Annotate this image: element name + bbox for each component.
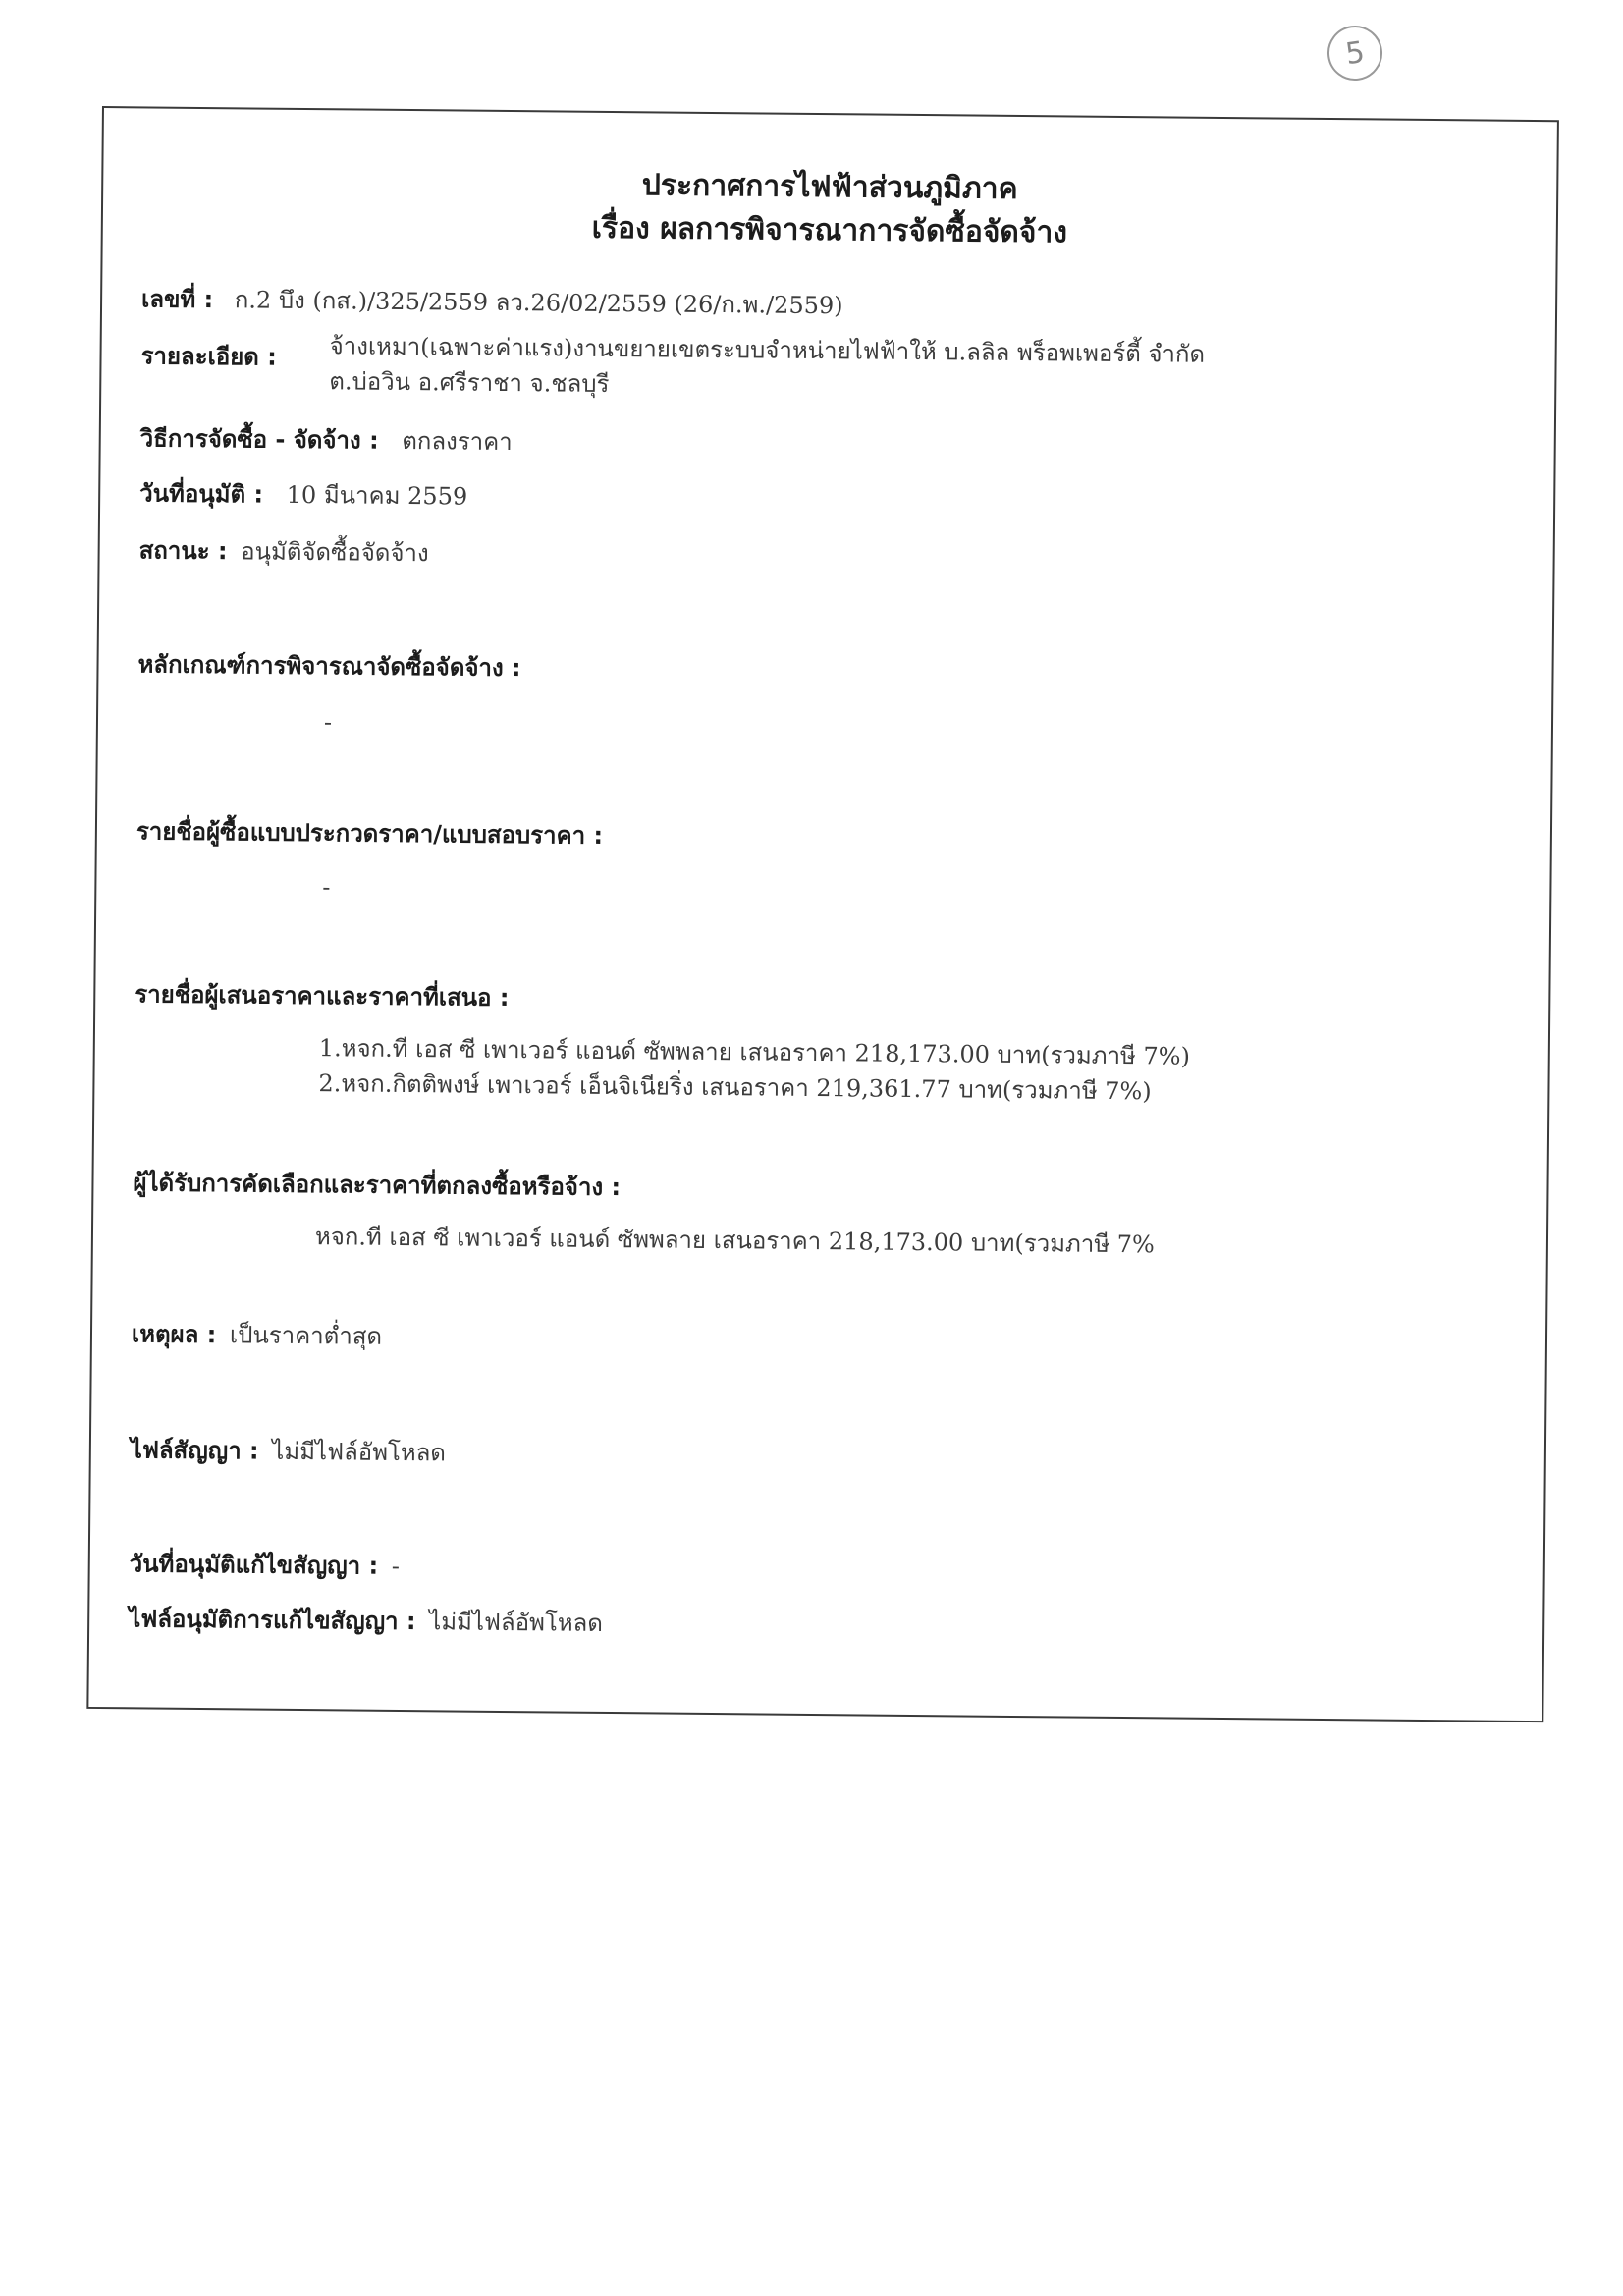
contract-file-row: [131, 1434, 446, 1468]
number-label: เลขที่ :: [140, 285, 214, 314]
detail-label: รายละเอียด :: [140, 342, 277, 371]
number-row: [141, 283, 843, 321]
contract-file-label: ไฟล์สัญญา :: [130, 1436, 259, 1465]
bidder-item-2: 2.หจก.กิตติพงษ์ เพาเวอร์ เอ็นจิเนียริ่ง เสนอราคา 219,361.77 บาท(รวมภาษี 7%): [318, 1069, 1152, 1106]
method-row: [140, 422, 513, 458]
amend-date-value: -: [391, 1552, 401, 1580]
detail-line-1: จ้างเหมา(เฉพาะค่าแรง)งานขยายเขตระบบจำหน่ายไฟฟ้าให้ บ.ลลิล พร็อพเพอร์ตี้ จำกัด: [329, 332, 1206, 368]
detail-label-row: [140, 340, 277, 372]
criteria-row: [137, 648, 520, 683]
buyers-row: [136, 815, 603, 851]
approval-date-label: วันที่อนุมัติ :: [139, 479, 264, 509]
method-value: ตกลงราคา: [402, 426, 513, 457]
reason-label: เหตุผล :: [131, 1320, 217, 1349]
selected-label: ผู้ได้รับการคัดเลือกและราคาที่ตกลงซื้อหรือจ้าง :: [133, 1169, 622, 1202]
selected-row: [133, 1167, 621, 1203]
status-value: อนุมัติจัดซื้อจัดจ้าง: [241, 537, 429, 568]
amend-file-row: [129, 1603, 603, 1639]
status-row: [139, 534, 429, 569]
approval-date-row: [139, 477, 467, 512]
title-line-1: ประกาศการไฟฟ้าส่วนภูมิภาค: [641, 168, 1018, 206]
amend-date-row: [130, 1548, 400, 1582]
bidder-item-1: 1.หจก.ที เอส ซี เพาเวอร์ แอนด์ ซัพพลาย เสนอราคา 218,173.00 บาท(รวมภาษี 7%): [318, 1034, 1191, 1070]
amend-date-label: วันที่อนุมัติแก้ไขสัญญา :: [129, 1550, 379, 1580]
method-label: วิธีการจัดซื้อ - จัดจ้าง :: [139, 424, 379, 455]
selected-value: หจก.ที เอส ซี เพาเวอร์ แอนด์ ซัพพลาย เสนอราคา 218,173.00 บาท(รวมภาษี 7%: [314, 1223, 1155, 1259]
criteria-label: หลักเกณฑ์การพิจารณาจัดซื้อจัดจ้าง :: [137, 650, 521, 683]
page-number: 5: [1343, 34, 1367, 72]
number-value: ก.2 บึง (กส.)/325/2559 ลว.26/02/2559 (26/ก.พ./2559): [234, 286, 843, 320]
announcement-frame: [86, 106, 1559, 1722]
buyers-value: -: [322, 873, 331, 902]
status-label: สถานะ :: [138, 536, 228, 566]
amend-file-label: ไฟล์อนุมัติการแก้ไขสัญญา :: [129, 1605, 416, 1636]
page-number-stamp: [1324, 22, 1385, 83]
bidders-label: รายชื่อผู้เสนอราคาและราคาที่เสนอ :: [135, 980, 510, 1012]
criteria-value: -: [323, 708, 333, 737]
reason-value: เป็นราคาต่ำสุด: [229, 1321, 383, 1350]
contract-file-value: ไม่มีไฟล์อัพโหลด: [272, 1437, 447, 1467]
bidders-row: [135, 978, 509, 1013]
detail-line-2: ต.บ่อวิน อ.ศรีราชา จ.ชลบุรี: [329, 367, 610, 398]
approval-date-value: 10 มีนาคม 2559: [286, 480, 468, 511]
buyers-label: รายชื่อผู้ซื้อแบบประกวดราคา/แบบสอบราคา :: [135, 817, 604, 849]
announcement-title: [103, 159, 1557, 259]
title-line-2: เรื่อง ผลการพิจารณาการจัดซื้อจัดจ้าง: [591, 210, 1068, 250]
reason-row: [132, 1318, 382, 1351]
amend-file-value: ไม่มีไฟล์อัพโหลด: [429, 1608, 604, 1637]
